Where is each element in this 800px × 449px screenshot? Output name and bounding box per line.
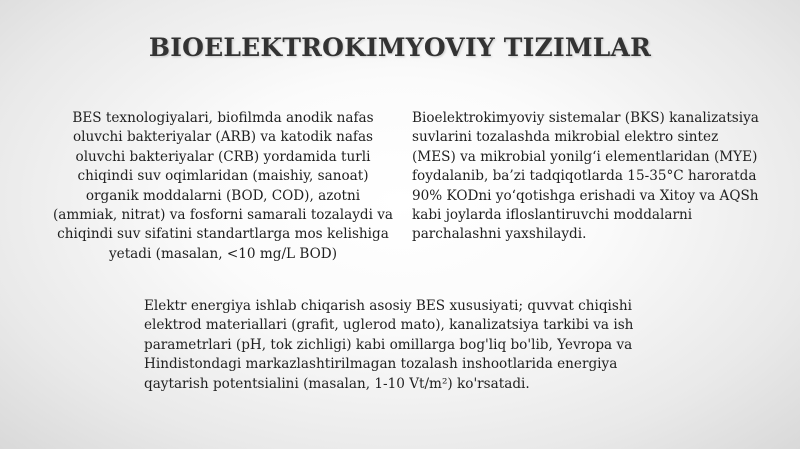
left-text-block: BES texnologiyalari, biofilmda anodik nafas oluvchi bakteriyalar (ARB) va katodik nafas oluvchi bakteriyalar (CRB) yordamida turli chiqindi suv oqimlaridan (maishiy, sanoat) organik moddalarni (BOD, COD), azotni (ammiak, nitrat) va fosforni samarali tozalaydi va chiqindi suv sifatini standartlarga mos kelishiga yetadi (masalan, <10 mg/L BOD) <box>52 110 394 262</box>
slide-title: BIOELEKTROKIMYOVIY TIZIMLAR <box>148 33 652 62</box>
right-text-block: Bioelektrokimyoviy sistemalar (BKS) kanalizatsiya suvlarini tozalashda mikrobial elektro sintez (MES) va mikrobial yonilg‘i elementlaridan (MYE) foydalanib, ba’zi tadqiqotlarda 15-35°C haroratda 90% KODni yo‘qotishga erishadi va Xitoy va AQSh kabi joylarda ifloslantiruvchi moddalarni parchalashni yaxshilaydi. <box>412 110 759 243</box>
bottom-text-block: Elektr energiya ishlab chiqarish asosiy BES xususiyati; quvvat chiqishi elektrod materiallari (grafit, uglerod mato), kanalizatsiya tarkibi va ish parametrlari (pH, tok zichligi) kabi omillarga bog'liq bo'lib, Yevropa va Hindistondagi markazlashtirilmagan tozalash inshootlarida energiya qaytarish potentsialini (masalan, 1-10 Vt/m²) ko'rsatadi. <box>144 298 634 392</box>
